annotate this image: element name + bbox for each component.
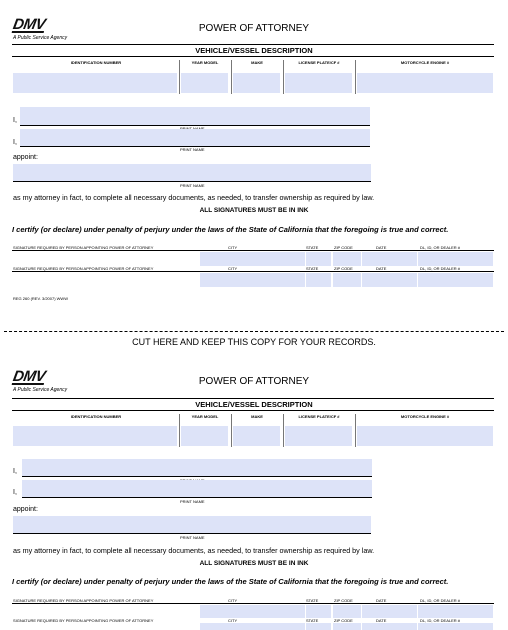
sig-col-zip: ZIP CODE: [334, 245, 353, 250]
sig-col-state: STATE: [306, 598, 319, 603]
sig-col-city: CITY: [228, 598, 238, 603]
sig-col-state-2: STATE: [306, 266, 319, 271]
sig-col-signature-2: SIGNATURE REQUIRED BY PERSON APPOINTING POWER OF ATTORNEY: [13, 266, 154, 271]
sig-city-field[interactable]: [200, 605, 305, 618]
sig-col-date: DATE: [376, 245, 387, 250]
sig-rule: [12, 250, 494, 251]
i-label: I,: [13, 117, 17, 124]
sig-state-field-2[interactable]: [306, 623, 331, 630]
col-identification-number: IDENTIFICATION NUMBER: [70, 414, 122, 419]
sig-city-field[interactable]: [200, 252, 305, 266]
top-rule: [12, 44, 494, 45]
col-motorcycle-engine: MOTORCYCLE ENGINE #: [400, 414, 450, 419]
signatures-notice: ALL SIGNATURES MUST BE IN INK: [199, 207, 309, 214]
make-field[interactable]: [233, 73, 280, 93]
dmv-logo: DMV: [11, 368, 47, 385]
col-make: MAKE: [251, 414, 263, 419]
sig-dl-field[interactable]: [418, 252, 493, 266]
name-field-1[interactable]: [20, 107, 370, 126]
section-title: VEHICLE/VESSEL DESCRIPTION: [195, 46, 313, 55]
sig-city-field-2[interactable]: [200, 623, 305, 630]
identification-number-field[interactable]: [13, 426, 177, 446]
form-copy-2: [0, 352, 508, 630]
attorney-text: as my attorney in fact, to complete all necessary documents, as needed, to transfer ownership as required by law.: [13, 546, 375, 555]
sig-col-city-2: CITY: [228, 266, 238, 271]
sig-date-field-2[interactable]: [362, 273, 417, 287]
sig-col-signature: SIGNATURE REQUIRED BY PERSON APPOINTING POWER OF ATTORNEY: [13, 245, 154, 250]
appoint-label: appoint:: [13, 154, 38, 161]
sig-col-city-2: CITY: [228, 618, 238, 623]
sig-col-zip: ZIP CODE: [334, 598, 353, 603]
section-rule: [12, 410, 494, 411]
form-code: REG 260 (REV. 3/2007) WWW: [13, 296, 68, 301]
col-divider: [355, 60, 356, 94]
col-divider: [355, 414, 356, 447]
sig-col-zip-2: ZIP CODE: [334, 618, 353, 623]
sig-state-field[interactable]: [306, 252, 331, 266]
print-name-label: PRINT NAME: [180, 183, 205, 188]
i-label: I,: [13, 468, 17, 475]
license-plate-field[interactable]: [285, 426, 352, 446]
identification-number-field[interactable]: [13, 73, 177, 93]
col-license-plate: LICENSE PLATE/CF #: [298, 414, 340, 419]
attorney-text: as my attorney in fact, to complete all necessary documents, as needed, to transfer ownership as required by law.: [13, 193, 375, 202]
motorcycle-engine-field[interactable]: [357, 73, 493, 93]
section-title: VEHICLE/VESSEL DESCRIPTION: [195, 400, 313, 409]
sig-state-field[interactable]: [306, 605, 331, 618]
sig-zip-field[interactable]: [333, 605, 361, 618]
motorcycle-engine-field[interactable]: [357, 426, 493, 446]
certify-statement: I certify (or declare) under penalty of perjury under the laws of the State of California that the foregoing is true and correct.: [12, 225, 449, 234]
appointee-name-field[interactable]: [13, 516, 371, 534]
col-make: MAKE: [251, 60, 263, 65]
col-divider: [179, 60, 180, 94]
cut-instructions: CUT HERE AND KEEP THIS COPY FOR YOUR RECORDS.: [132, 337, 376, 347]
col-year-model: YEAR MODEL: [191, 60, 219, 65]
agency-tagline: A Public Service Agency: [13, 35, 68, 41]
name-field-2[interactable]: [22, 480, 372, 498]
sig-dl-field-2[interactable]: [418, 273, 493, 287]
print-name-label: PRINT NAME: [180, 535, 205, 540]
top-rule: [12, 398, 494, 399]
signatures-notice: ALL SIGNATURES MUST BE IN INK: [199, 560, 309, 567]
col-divider: [283, 414, 284, 447]
year-model-field[interactable]: [181, 426, 228, 446]
form-title: POWER OF ATTORNEY: [198, 376, 310, 387]
sig-col-dl: DL, ID, OR DEALER #: [420, 245, 461, 250]
dmv-logo: DMV: [11, 16, 47, 33]
sig-col-date-2: DATE: [376, 266, 387, 271]
col-license-plate: LICENSE PLATE/CF #: [298, 60, 340, 65]
appointee-name-field[interactable]: [13, 164, 371, 182]
sig-col-state: STATE: [306, 245, 319, 250]
sig-col-dl: DL, ID, OR DEALER #: [420, 598, 461, 603]
i-label-2: I,: [13, 139, 17, 146]
sig-state-field-2[interactable]: [306, 273, 331, 287]
i-label-2: I,: [13, 489, 17, 496]
sig-col-zip-2: ZIP CODE: [334, 266, 353, 271]
sig-col-signature-2: SIGNATURE REQUIRED BY PERSON APPOINTING POWER OF ATTORNEY: [13, 618, 154, 623]
sig-col-city: CITY: [228, 245, 238, 250]
col-divider: [283, 60, 284, 94]
sig-col-dl-2: DL, ID, OR DEALER #: [420, 618, 461, 623]
sig-col-date-2: DATE: [376, 618, 387, 623]
sig-date-field-2[interactable]: [362, 623, 417, 630]
form-title: POWER OF ATTORNEY: [198, 23, 310, 34]
agency-tagline: A Public Service Agency: [13, 387, 68, 393]
name-field-1[interactable]: [22, 459, 372, 477]
sig-col-state-2: STATE: [306, 618, 319, 623]
certify-statement: I certify (or declare) under penalty of perjury under the laws of the State of California that the foregoing is true and correct.: [12, 577, 449, 586]
sig-rule: [12, 603, 494, 604]
sig-col-dl-2: DL, ID, OR DEALER #: [420, 266, 461, 271]
sig-date-field[interactable]: [362, 605, 417, 618]
col-year-model: YEAR MODEL: [191, 414, 219, 419]
sig-zip-field-2[interactable]: [333, 623, 361, 630]
col-motorcycle-engine: MOTORCYCLE ENGINE #: [400, 60, 450, 65]
sig-dl-field-2[interactable]: [418, 623, 493, 630]
sig-zip-field[interactable]: [333, 252, 361, 266]
appoint-label: appoint:: [13, 506, 38, 513]
section-rule: [12, 56, 494, 57]
col-divider: [231, 414, 232, 447]
sig-zip-field-2[interactable]: [333, 273, 361, 287]
sig-col-date: DATE: [376, 598, 387, 603]
print-name-label: PRINT NAME: [180, 499, 205, 504]
sig-date-field[interactable]: [362, 252, 417, 266]
cut-line: [4, 331, 504, 332]
make-field[interactable]: [233, 426, 280, 446]
col-divider: [179, 414, 180, 447]
sig-city-field-2[interactable]: [200, 273, 305, 287]
col-identification-number: IDENTIFICATION NUMBER: [70, 60, 122, 65]
sig-col-signature: SIGNATURE REQUIRED BY PERSON APPOINTING POWER OF ATTORNEY: [13, 598, 154, 603]
name-field-2[interactable]: [20, 129, 370, 147]
col-divider: [231, 60, 232, 94]
sig-rule-2: [12, 271, 494, 272]
license-plate-field[interactable]: [285, 73, 352, 93]
year-model-field[interactable]: [181, 73, 228, 93]
sig-dl-field[interactable]: [418, 605, 493, 618]
print-name-label: PRINT NAME: [180, 147, 205, 152]
